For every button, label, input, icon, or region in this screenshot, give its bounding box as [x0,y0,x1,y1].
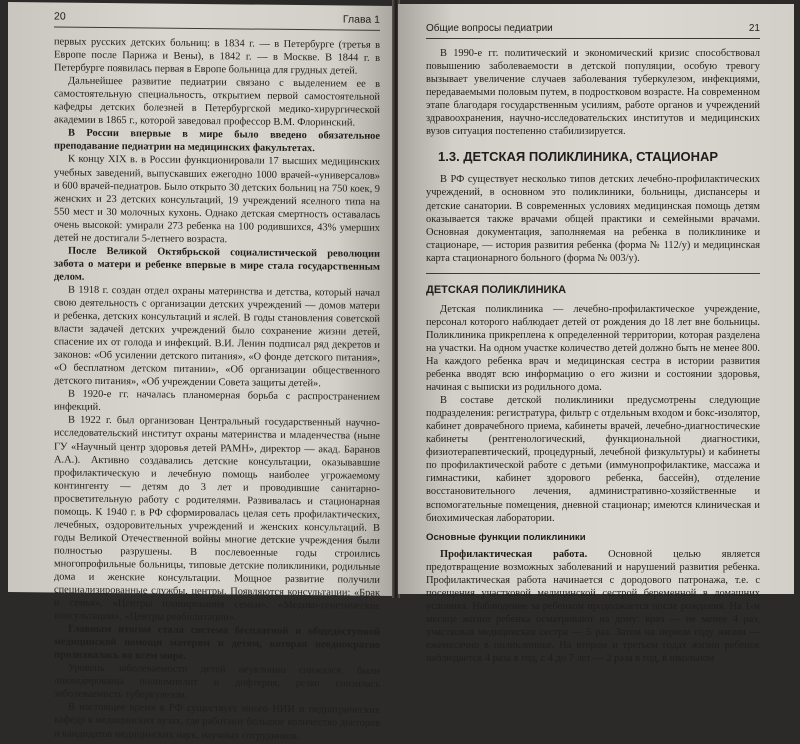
left-page-number: 20 [54,10,66,23]
functions-text: Основной целью является предотвращение возможных заболеваний и нарушений развития ребенка. Профилактическая работа начинается с дородового патронажа, т.е. с посещения участковой медицинской сестрой беременной в домашних условиях. Наблюдение за ребенком продолжается после рождения. На 1-м месяце жизни ребенка осматривают на дому: врач — не менее 4 раз, участковая медицинская сестра — 5 раз. Затем на первом году жизни — ежемесячно в поликлинике. На втором и третьем годах жизни ребенок наблюдается 4 раза в год, с 4 до 7 лет — 2 раза в год, в школьном [426,548,760,665]
chapter-label: Глава 1 [342,13,380,26]
paragraph: В 1920-е гг. началась планомерная борьба с распространением инфекций. [54,388,380,414]
running-title: Общие вопросы педиатрии [426,23,553,34]
intro-paragraph: В 1990-е гг. политический и экономический кризис способствовал повышению заболеваемости в детской популяции, особую тревогу вызывает увеличение случаев заболевания туберкулезом, инфекциями, передаваемыми половым путем, в подростковом возрасте. На современном этапе благодаря государственным усилиям, работе органов и учреждений здравоохранения, научно-исследовательских институтов и медицинских вузов ситуация постепенно стабилизируется. [426,48,760,138]
functions-lead: Профилактическая работа. [440,548,588,560]
bold-statement: В России впервые в мире было введено обязательное преподавание педиатрии на медицинских факультетах. [54,127,380,155]
paragraph: В 1922 г. был организован Центральный государственный научно-исследовательский институт охраны материнства и младенчества (ныне ГУ «Научный центр здоровья детей РАМН», директор — акад. Баранов А.А.). Активно создавались детские консультации, оказывавшие профилактическую и лечебную помощь наиболее угрожаемому контингенту — детям до 3 лет и проводившие санитарно-просветительную работу с родителями. Развивалась и стационарная помощь. К 1940 г. в РФ сформировалась целая сеть профилактических, лечебных, оздоровительных учреждений и женских консультаций. В годы Великой Отечественной войны многие детские учреждения были полностью разрушены. В послевоенные годы строились многопрофильные больницы, типовые детские поликлиники, родильные дома и женские консультации. Мощное развитие получили специализированные службы, центры. Появляются консультации: «Брак и семья», «Центры планирования семьи», «Медико-генетические консультации», «Центры реабилитации». [54,415,380,624]
paragraph: В настоящее время в РФ существует много НИИ и педиатрических кафедр в медицинских вузах, где работают большое количество докторов и кандидатов медицинских наук, научных сотрудников. [54,702,380,742]
right-page [398,4,794,665]
right-page-number: 21 [748,23,760,34]
paragraph: Дальнейшее развитие педиатрии связано с выделением ее в самостоятельную специальность, открытием первой самостоятельной кафедры детских болезней в Петербургской медико-хирургической академии в 1865 г., которой заведовал профессор В.М. Флоринский. [54,75,380,129]
subheading: ДЕТСКАЯ ПОЛИКЛИНИКА [426,283,567,296]
left-page-body [54,36,380,744]
left-running-header [54,10,380,30]
functions-paragraph [426,548,760,665]
subheading-rule-top [426,273,760,274]
section-paragraph: В РФ существует несколько типов детских лечебно-профилактических учреждений, в основном это поликлиники, больницы, диспансеры и детские санатории. В современных условиях медицинская помощь детям оказывается также врачами общей практики и семейными врачами. Основная документация, заполняемая на ребенка в поликлинике и стационаре, — история развития ребенка (форма № 112/у) и медицинская карта стационарного больного (форма № 003/у). [426,174,760,264]
left-page [8,2,394,742]
bold-statement: После Великой Октябрьской социалистической революции забота о матери и ребенке впервые в мире стала государственным делом. [54,245,380,283]
clinic-paragraph: Детская поликлиника — лечебно-профилактическое учреждение, персонал которого наблюдает детей от рождения до 18 лет вне больницы. Поликлиника прикреплена к определенной территории, которая разделена на участки. На одном участке количество детей должно быть не менее 800. На каждого ребенка врач и медицинская сестра в истории развития ребенка вводят всю информацию о его жизни и состоянии здоровья, начиная с выписки из родильного дома. [426,303,760,394]
section-heading: 1.3. ДЕТСКАЯ ПОЛИКЛИНИКА, СТАЦИОНАР [438,149,719,165]
clinic-paragraph: В составе детской поликлиники предусмотрены следующие подразделения: регистратура, фильтр с отдельным входом и бокс-изолятор, кабинет доврачебного приема, кабинеты врачей, лечебно-диагностические кабинеты (рентгенологический, функциональной диагностики, физиотерапевтический, процедурный, лечебной физкультуры) и кабинеты по профилактической работе с детьми (иммунопрофилактике, массажа и гимнастики, кабинет здорового ребенка, бассейн), отделение восстановительного лечения, административно-хозяйственные и вспомогательные помещения, дневной стационар; имеются клиническая и биохимическая лаборатории. [426,395,760,524]
paragraph: К концу XIX в. в России функционировали 17 высших медицинских учебных заведений, выпускавших ежегодно 1000 врачей-«универсалов» и 600 врачей-педиатров. Было открыто 30 детских больниц на 750 коек, 9 женских и 23 детских консультаций, 19 учреждений яселного типа на 550 мест и 30 молочных кухонь. Однако детская смертность оставалась очень высокой: умирали 273 ребенка на 100 родившихся, 43% умерших детей не достигали 5-летнего возраста. [54,154,380,246]
paragraph: В 1918 г. создан отдел охраны материнства и детства, который начал свою деятельность с организации детских учреждений — домов матери и ребенка, детских консультаций и яслей. В годы становления советской власти задачей детских учреждений было сохранение жизни детей, спасение их от голода и инфекций. В.И. Ленин подписал ряд декретов и законов: «Об усилении детского питания», «О фонде детского питания», «О бесплатном детском питании», «Об организации общественного детского питания», «Об учреждении Совета защиты детей». [54,284,380,390]
paragraph: Уровень заболеваемости детей неуклонно снижался, были ликвидированы полиомиелит и дифтерия, резко снизилась заболеваемость туберкулезом. [54,662,380,702]
right-running-header [426,22,760,39]
functions-heading: Основные функции поликлиники [426,531,586,543]
bold-statement: Главным итогом стала система бесплатной и общедоступной медицинской помощи матерям и детям, которая неоднократно признавалась во всем мире. [54,623,380,663]
paragraph: первых русских детских больниц: в 1834 г. — в Петербурге (третья в Европе после Парижа и Вены), в 1842 г. — в Москве. В 1844 г. в Петербурге появилась первая в Европе больница для грудных детей. [54,36,380,77]
